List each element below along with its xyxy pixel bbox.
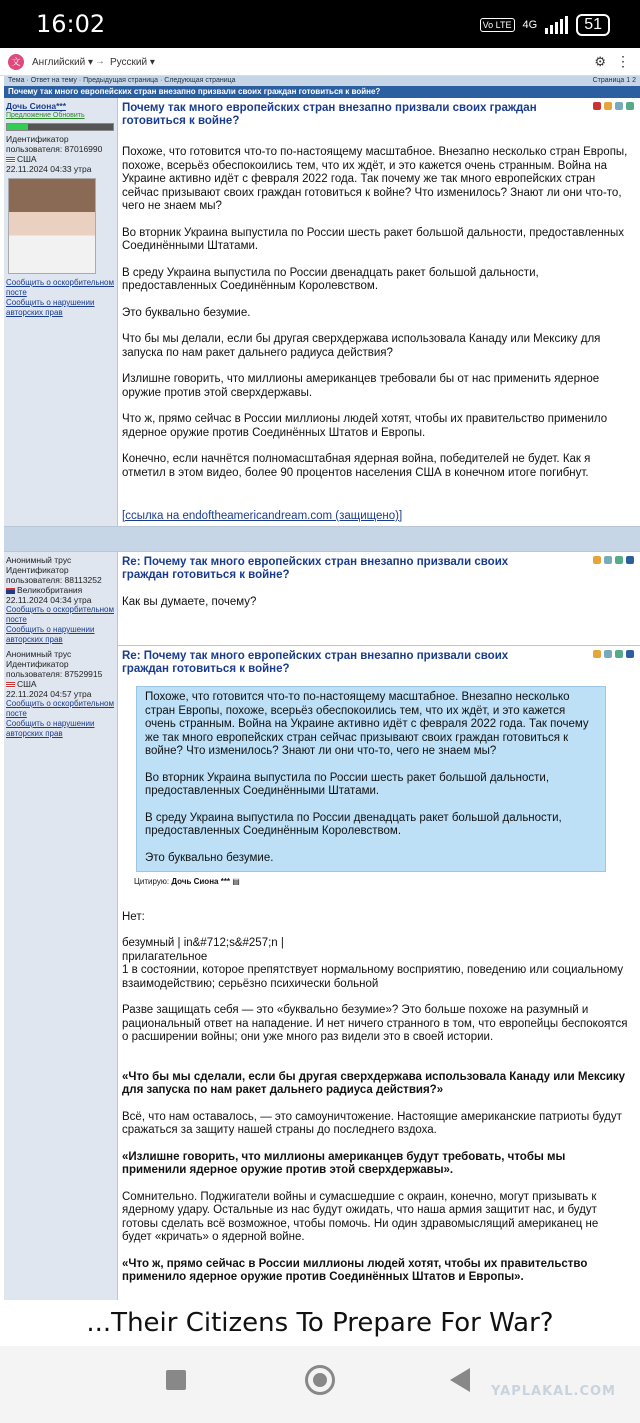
signal-icon (545, 16, 568, 34)
post3-author-panel (4, 646, 118, 1300)
status-bar (0, 0, 640, 48)
us-flag-icon (6, 682, 15, 688)
gb-flag-icon (6, 588, 15, 594)
target-language-select[interactable]: Русский ▾ (110, 57, 155, 68)
quote-paragraph: Это буквально безумие. (145, 851, 274, 864)
post1-paragraph: Излишне говорить, что миллионы американцев требовали бы от нас применить ядерное оружие против этой сверхдержавы. (122, 373, 600, 399)
post3-content (118, 646, 640, 1300)
post3-user-id: Идентификатор пользователя: 87529915 (6, 659, 103, 679)
translate-bar (0, 48, 640, 76)
post1-paragraph: Похоже, что готовится что-то по-настоящему масштабное. Внезапно несколько стран Европы, похоже, всерьёз обеспокоились тем, что их ждёт, и это кажется очень странным. Война на Украине активно идёт с февраля 2022 года. Так почему же так много европейских стран сейчас призывают своих граждан готовиться к войне? Что изменилось? Знают ли они что-то, чего не знаем мы? (122, 146, 628, 212)
thread-title-bar (4, 86, 640, 98)
post-separator (4, 526, 640, 552)
arrow-up-icon[interactable] (626, 556, 634, 564)
status-time: 16:02 (36, 10, 106, 38)
post2-author-panel (4, 552, 118, 646)
source-link[interactable]: [ссылка на endoftheamericandream.com (защищено)] (122, 510, 403, 522)
quote-paragraph: Во вторник Украина выпустила по России шесть ракет большой дальности, предоставленных Соединёнными Штатами. (145, 771, 550, 797)
quote-paragraph: В среду Украина выпустила по России двенадцать ракет большой дальности, предоставленных Соединённым Королевством. (145, 811, 562, 837)
post1-actions (593, 102, 634, 110)
post3-country: США (6, 679, 115, 689)
post1-country: США (6, 154, 115, 164)
post3-bold-quote: «Что ж, прямо сейчас в России миллионы людей хотят, чтобы их правительство применило ядерное оружие против Соединённых Штатов и Европы». (122, 1257, 588, 1283)
post2-title: Re: Почему так много европейских стран внезапно призвали своих граждан готовиться к войне? (122, 556, 509, 581)
post3-paragraph: Сомнительно. Поджигатели войны и сумасшедшие с окраин, конечно, могут призывать к ядерному удару. Остальные из нас будут ожидать, что наша армия защитит нас, и будут готовы сделать всё возможное, чтобы помочь. Ни один здравомыслящий американец не будет «кричать» о ядерной войне. (122, 1190, 599, 1243)
quoted-author: Дочь Сиона *** (171, 877, 231, 886)
watermark: YAPLAKAL.COM (491, 1384, 616, 1399)
translate-app-icon: 文 (8, 54, 24, 70)
post2-body: Как вы думаете, почему? (122, 596, 257, 608)
post3-actions (593, 650, 634, 658)
post1-title: Почему так много европейских стран внезапно призвали своих граждан готовиться к войне? (122, 102, 537, 127)
post1-date: 22.11.2024 04:33 утра (6, 164, 92, 174)
post3-report-copyright[interactable]: Сообщить о нарушении авторских прав (6, 719, 95, 738)
post2-author-name: Анонимный трус (6, 555, 72, 565)
edit-icon[interactable] (604, 556, 612, 564)
home-icon[interactable] (305, 1365, 335, 1395)
volte-icon: Vo LTE (480, 18, 515, 32)
quote-block (136, 686, 606, 872)
reply-icon[interactable] (626, 102, 634, 110)
network-type: 4G (522, 19, 538, 31)
thread-title: Почему так много европейских стран внезапно призвали своих граждан готовиться к войне? (8, 87, 381, 96)
post3-date: 22.11.2024 04:57 утра (6, 689, 92, 699)
post1-paragraph: В среду Украина выпустила по России двенадцать ракет большой дальности, предоставленных Соединённым Королевством. (122, 266, 539, 292)
battery-icon: 51 (576, 14, 610, 36)
post3-paragraph: Разве защищать себя — это «буквально безумие»? Это больше похоже на разумный и рациональный ответ на нападение. И нет ничего странного в том, что европейцы беспокоятся о расширении войны; они уже много раз видели это в своей истории. (122, 1004, 628, 1043)
forum-nav-row (4, 76, 640, 86)
arrow-right-icon: → (95, 56, 105, 67)
post3-author-name: Анонимный трус (6, 649, 72, 659)
post1-paragraph: Что бы мы делали, если бы другая сверхдержава использовала Канаду или Мексику для запуска по нам ракет дальнего радиуса действия? (122, 333, 601, 359)
post2-actions (593, 556, 634, 564)
definition-word: безумный | in&#712;s&#257;n | (122, 937, 284, 949)
definition-pos: прилагательное (122, 950, 208, 963)
post1-author-link[interactable]: Предложение Обновить (6, 112, 85, 119)
us-flag-icon (6, 157, 15, 163)
post1-author-panel (4, 98, 118, 526)
forum-nav-links[interactable]: Тема · Ответ на тему · Предыдущая страница · Следующая страница (8, 77, 236, 84)
avatar (8, 178, 96, 274)
more-menu-icon[interactable]: ⋮ (616, 53, 630, 69)
post1-paragraph: Что ж, прямо сейчас в России миллионы людей хотят, чтобы их правительство применило ядерное оружие против Соединённых Штатов и Европы. (122, 413, 608, 439)
page-links[interactable]: Страница 1 2 (592, 77, 636, 84)
quote-icon[interactable] (593, 650, 601, 658)
post3-title: Re: Почему так много европейских стран внезапно призвали своих граждан готовиться к войне? (122, 650, 509, 675)
post1-content (118, 98, 640, 526)
reputation-bar (6, 123, 114, 131)
post1-user-id: Идентификатор пользователя: 87016990 (6, 134, 103, 154)
caption: ...Their Citizens To Prepare For War? (0, 1300, 640, 1346)
post3-report-abuse[interactable]: Сообщить о оскорбительном посте (6, 699, 114, 718)
recent-apps-icon[interactable] (166, 1370, 186, 1390)
quote-attribution: Цитирую: Дочь Сиона *** ▤ (134, 877, 240, 886)
post3-paragraph: Всё, что нам оставалось, — это самоуничтожение. Настоящие американские патриоты будут сражаться за защиту нашей страны до последнего вздоха. (122, 1110, 622, 1136)
quote-icon[interactable] (593, 556, 601, 564)
post2-date: 22.11.2024 04:34 утра (6, 595, 92, 605)
translate-settings-icon[interactable]: ⚙ (594, 54, 606, 69)
navigation-bar (0, 1346, 640, 1423)
edit-icon[interactable] (615, 102, 623, 110)
quote-icon[interactable] (604, 102, 612, 110)
post2-user-id: Идентификатор пользователя: 88113252 (6, 565, 102, 585)
post3-no: Нет: (122, 910, 145, 923)
reply-icon[interactable] (615, 556, 623, 564)
status-icons (480, 14, 610, 36)
post1-paragraph: Конечно, если начнётся полномасштабная ядерная война, победителей не будет. Как я отметил в этом видео, более 90 процентов населения США в конечном итоге погибнут. (122, 453, 591, 479)
quote-paragraph: Похоже, что готовится что-то по-настоящему масштабное. Внезапно несколько стран Европы, похоже, всерьёз обеспокоились тем, что их ждёт, и это кажется очень странным. Война на Украине активно идёт с февраля 2022 года. Так почему же так много европейских стран сейчас призывают своих граждан готовиться к войне? Что изменилось? Знают ли они что-то, чего не знаем мы? (145, 691, 589, 757)
definition-text: 1 в состоянии, которое препятствует нормальному восприятию, поведению или социальному взаимодействию; серьёзно психически больной (122, 964, 624, 990)
reply-icon[interactable] (615, 650, 623, 658)
post3-bold-quote: «Что бы мы сделали, если бы другая сверхдержава использовала Канаду или Мексику для запуска по нам ракет дальнего радиуса действия?» (122, 1070, 626, 1096)
source-language-select[interactable]: Английский ▾ (32, 57, 93, 68)
back-icon[interactable] (450, 1368, 470, 1392)
pin-icon[interactable] (593, 102, 601, 110)
post2-report-abuse[interactable]: Сообщить о оскорбительном посте (6, 605, 114, 624)
post2-content (118, 552, 640, 646)
post1-report-abuse[interactable]: Сообщить о оскорбительном посте (6, 278, 114, 297)
post1-report-copyright[interactable]: Сообщить о нарушении авторских прав (6, 298, 95, 317)
arrow-up-icon[interactable] (626, 650, 634, 658)
post3-bold-quote: «Излишне говорить, что миллионы американцев будут требовать, чтобы мы применили ядерное оружие против этой сверхдержавы». (122, 1150, 566, 1176)
post2-country: Великобритания (6, 585, 115, 595)
post1-paragraph: Во вторник Украина выпустила по России шесть ракет большой дальности, предоставленных Соединёнными Штатами. (122, 226, 625, 252)
edit-icon[interactable] (604, 650, 612, 658)
post1-paragraph: Это буквально безумие. (122, 306, 251, 319)
post2-report-copyright[interactable]: Сообщить о нарушении авторских прав (6, 625, 95, 644)
document-icon: ▤ (232, 877, 240, 886)
post1-author-name[interactable]: Дочь Сиона*** (6, 101, 67, 111)
